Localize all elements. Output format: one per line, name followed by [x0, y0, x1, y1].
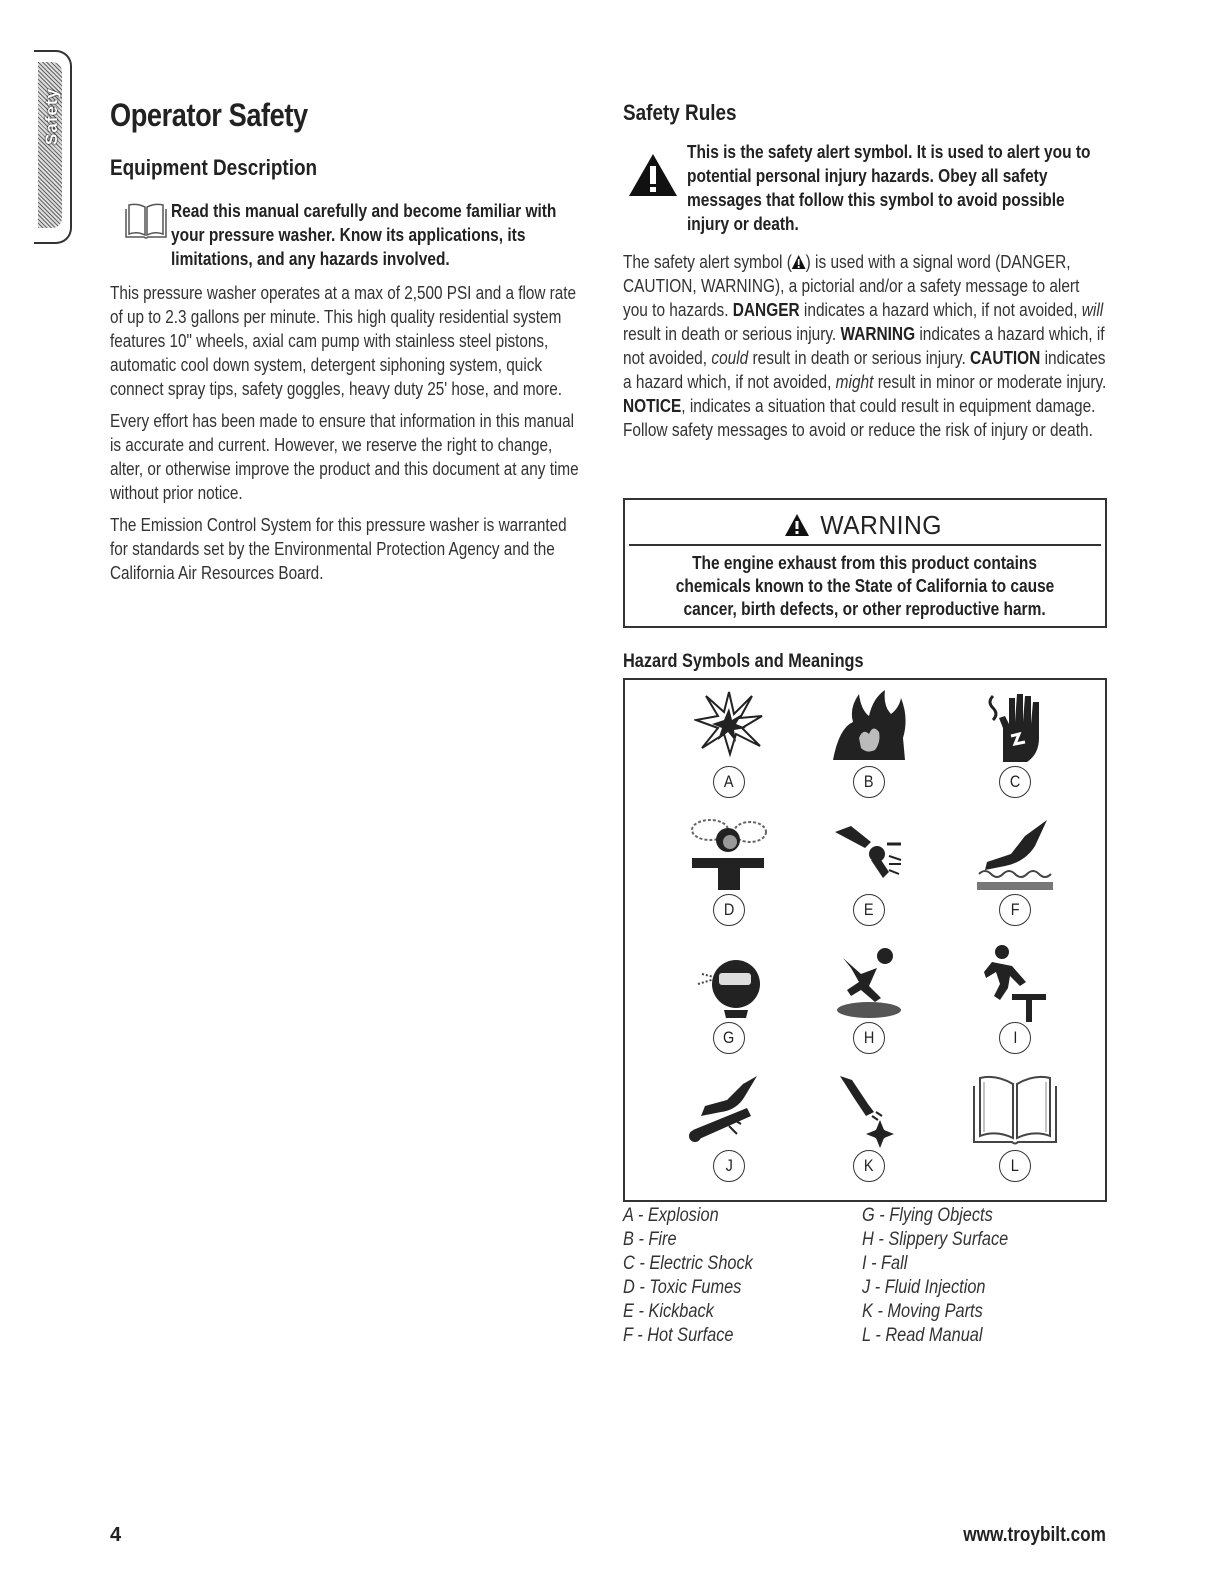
equipment-section — [110, 155, 590, 593]
hazard-symbols-grid — [623, 678, 1107, 1202]
fall-icon — [982, 944, 1048, 1024]
legend-item: F - Hot Surface — [623, 1325, 734, 1346]
hazard-letter-k: K — [853, 1150, 885, 1182]
legend-item: A - Explosion — [623, 1205, 719, 1226]
explosion-icon — [694, 688, 764, 758]
warning-heading: WARNING — [625, 500, 1105, 540]
manual-note-text: Read this manual carefully and become familiar with your pressure washer. Know its applications, its limitations, and any hazards involved. — [171, 201, 557, 269]
hazard-cell-i — [955, 936, 1075, 1056]
hazard-letter-i: I — [999, 1022, 1031, 1054]
fire-icon — [829, 688, 909, 762]
hazard-letter-e: E — [853, 894, 885, 926]
hazard-letter-b: B — [853, 766, 885, 798]
hazard-letter-j: J — [713, 1150, 745, 1182]
toxic-fumes-icon — [688, 816, 770, 892]
warning-box — [623, 498, 1107, 628]
hazard-cell-a — [669, 680, 789, 800]
equipment-paragraph-2: Every effort has been made to ensure that information in this manual is accurate and current. However, we reserve the right to change, alter, or otherwise improve the product and this document at any time without prior notice. — [110, 411, 579, 503]
hazard-cell-c — [955, 680, 1075, 800]
side-tab-label: Safety — [42, 87, 61, 145]
equipment-paragraph-3: The Emission Control System for this pressure washer is warranted for standards set by the Environmental Protection Agency and the California Air Resources Board. — [110, 515, 567, 583]
hazard-cell-b — [809, 680, 929, 800]
read-manual-hazard-icon — [970, 1072, 1060, 1146]
legend-item: B - Fire — [623, 1229, 677, 1250]
kickback-icon — [831, 816, 907, 886]
hazard-symbols-title: Hazard Symbols and Meanings — [623, 651, 864, 672]
legend-item: H - Slippery Surface — [862, 1229, 1009, 1250]
legend-item: L - Read Manual — [862, 1325, 983, 1346]
hazard-cell-e — [809, 808, 929, 928]
electric-shock-icon — [983, 688, 1047, 764]
legend-item: I - Fall — [862, 1253, 908, 1274]
safety-rules-title: Safety Rules — [623, 100, 737, 125]
hazard-cell-j — [669, 1064, 789, 1184]
safety-alert-icon — [627, 152, 679, 198]
equipment-title: Equipment Description — [110, 155, 318, 180]
hazard-letter-h: H — [853, 1022, 885, 1054]
hazard-cell-k — [809, 1064, 929, 1184]
legend-item: K - Moving Parts — [862, 1301, 983, 1322]
hazard-cell-f — [955, 808, 1075, 928]
page-number: 4 — [110, 1524, 122, 1546]
hazard-letter-f: F — [999, 894, 1031, 926]
safety-rules-paragraph: The safety alert symbol ( ) is used with a signal word (DANGER, CAUTION, WARNING), a pictorial and/or a safety message to alert you to hazards. DANGER indicates a hazard which, if not avoided, will result in death or serious injury. WARNING indicates a hazard which, if not avoided, could result in death or serious injury. CAUTION indicates a hazard which, if not avoided, might result in minor or moderate injury. NOTICE, indicates a situation that could result in equipment damage. Follow safety messages to avoid or reduce the risk of injury or death. — [623, 252, 1107, 440]
hazard-letter-d: D — [713, 894, 745, 926]
flying-objects-icon — [694, 944, 764, 1020]
hazard-legend-right — [862, 1204, 1032, 1348]
legend-item: G - Flying Objects — [862, 1205, 993, 1226]
alert-block — [623, 140, 1107, 250]
equipment-paragraph-1: This pressure washer operates at a max of 2,500 PSI and a flow rate of up to 2.3 gallons per minute. This high quality residential system features 10" wheels, axial cam pump with stainless steel pistons, automatic cool down system, detergent siphoning system, quick connect spray tips, safety goggles, heavy duty 25' hose, and more. — [110, 283, 577, 399]
hazard-cell-h — [809, 936, 929, 1056]
read-manual-icon — [124, 201, 168, 241]
hazard-legend-left — [623, 1204, 774, 1348]
hazard-letter-g: G — [713, 1022, 745, 1054]
moving-parts-icon — [834, 1072, 904, 1152]
warning-text: The engine exhaust from this product contains chemicals known to the State of California to cause cancer, birth defects, or other reproductive harm. — [675, 553, 1055, 619]
legend-item: J - Fluid Injection — [862, 1277, 986, 1298]
hazard-letter-l: L — [999, 1150, 1031, 1182]
hot-surface-icon — [975, 816, 1055, 892]
hazard-letter-c: C — [999, 766, 1031, 798]
alert-text: This is the safety alert symbol. It is used to alert you to potential personal injury hazards. Obey all safety messages that follow this symbol to avoid possible injury or death. — [687, 142, 1091, 234]
safety-rules-section — [623, 100, 1107, 442]
side-tab-pattern — [38, 62, 62, 228]
hazard-cell-g — [669, 936, 789, 1056]
side-tab — [34, 50, 72, 244]
legend-item: D - Toxic Fumes — [623, 1277, 742, 1298]
hazard-cell-d — [669, 808, 789, 928]
fluid-injection-icon — [687, 1072, 771, 1148]
slippery-surface-icon — [831, 944, 907, 1020]
hazard-cell-l — [955, 1064, 1075, 1184]
warning-alert-icon — [785, 514, 809, 536]
website-url: www.troybilt.com — [963, 1524, 1106, 1546]
legend-item: E - Kickback — [623, 1301, 714, 1322]
manual-note — [110, 199, 590, 281]
hazard-letter-a: A — [713, 766, 745, 798]
page-title: Operator Safety — [110, 97, 308, 133]
inline-alert-icon — [792, 255, 806, 269]
legend-item: C - Electric Shock — [623, 1253, 753, 1274]
